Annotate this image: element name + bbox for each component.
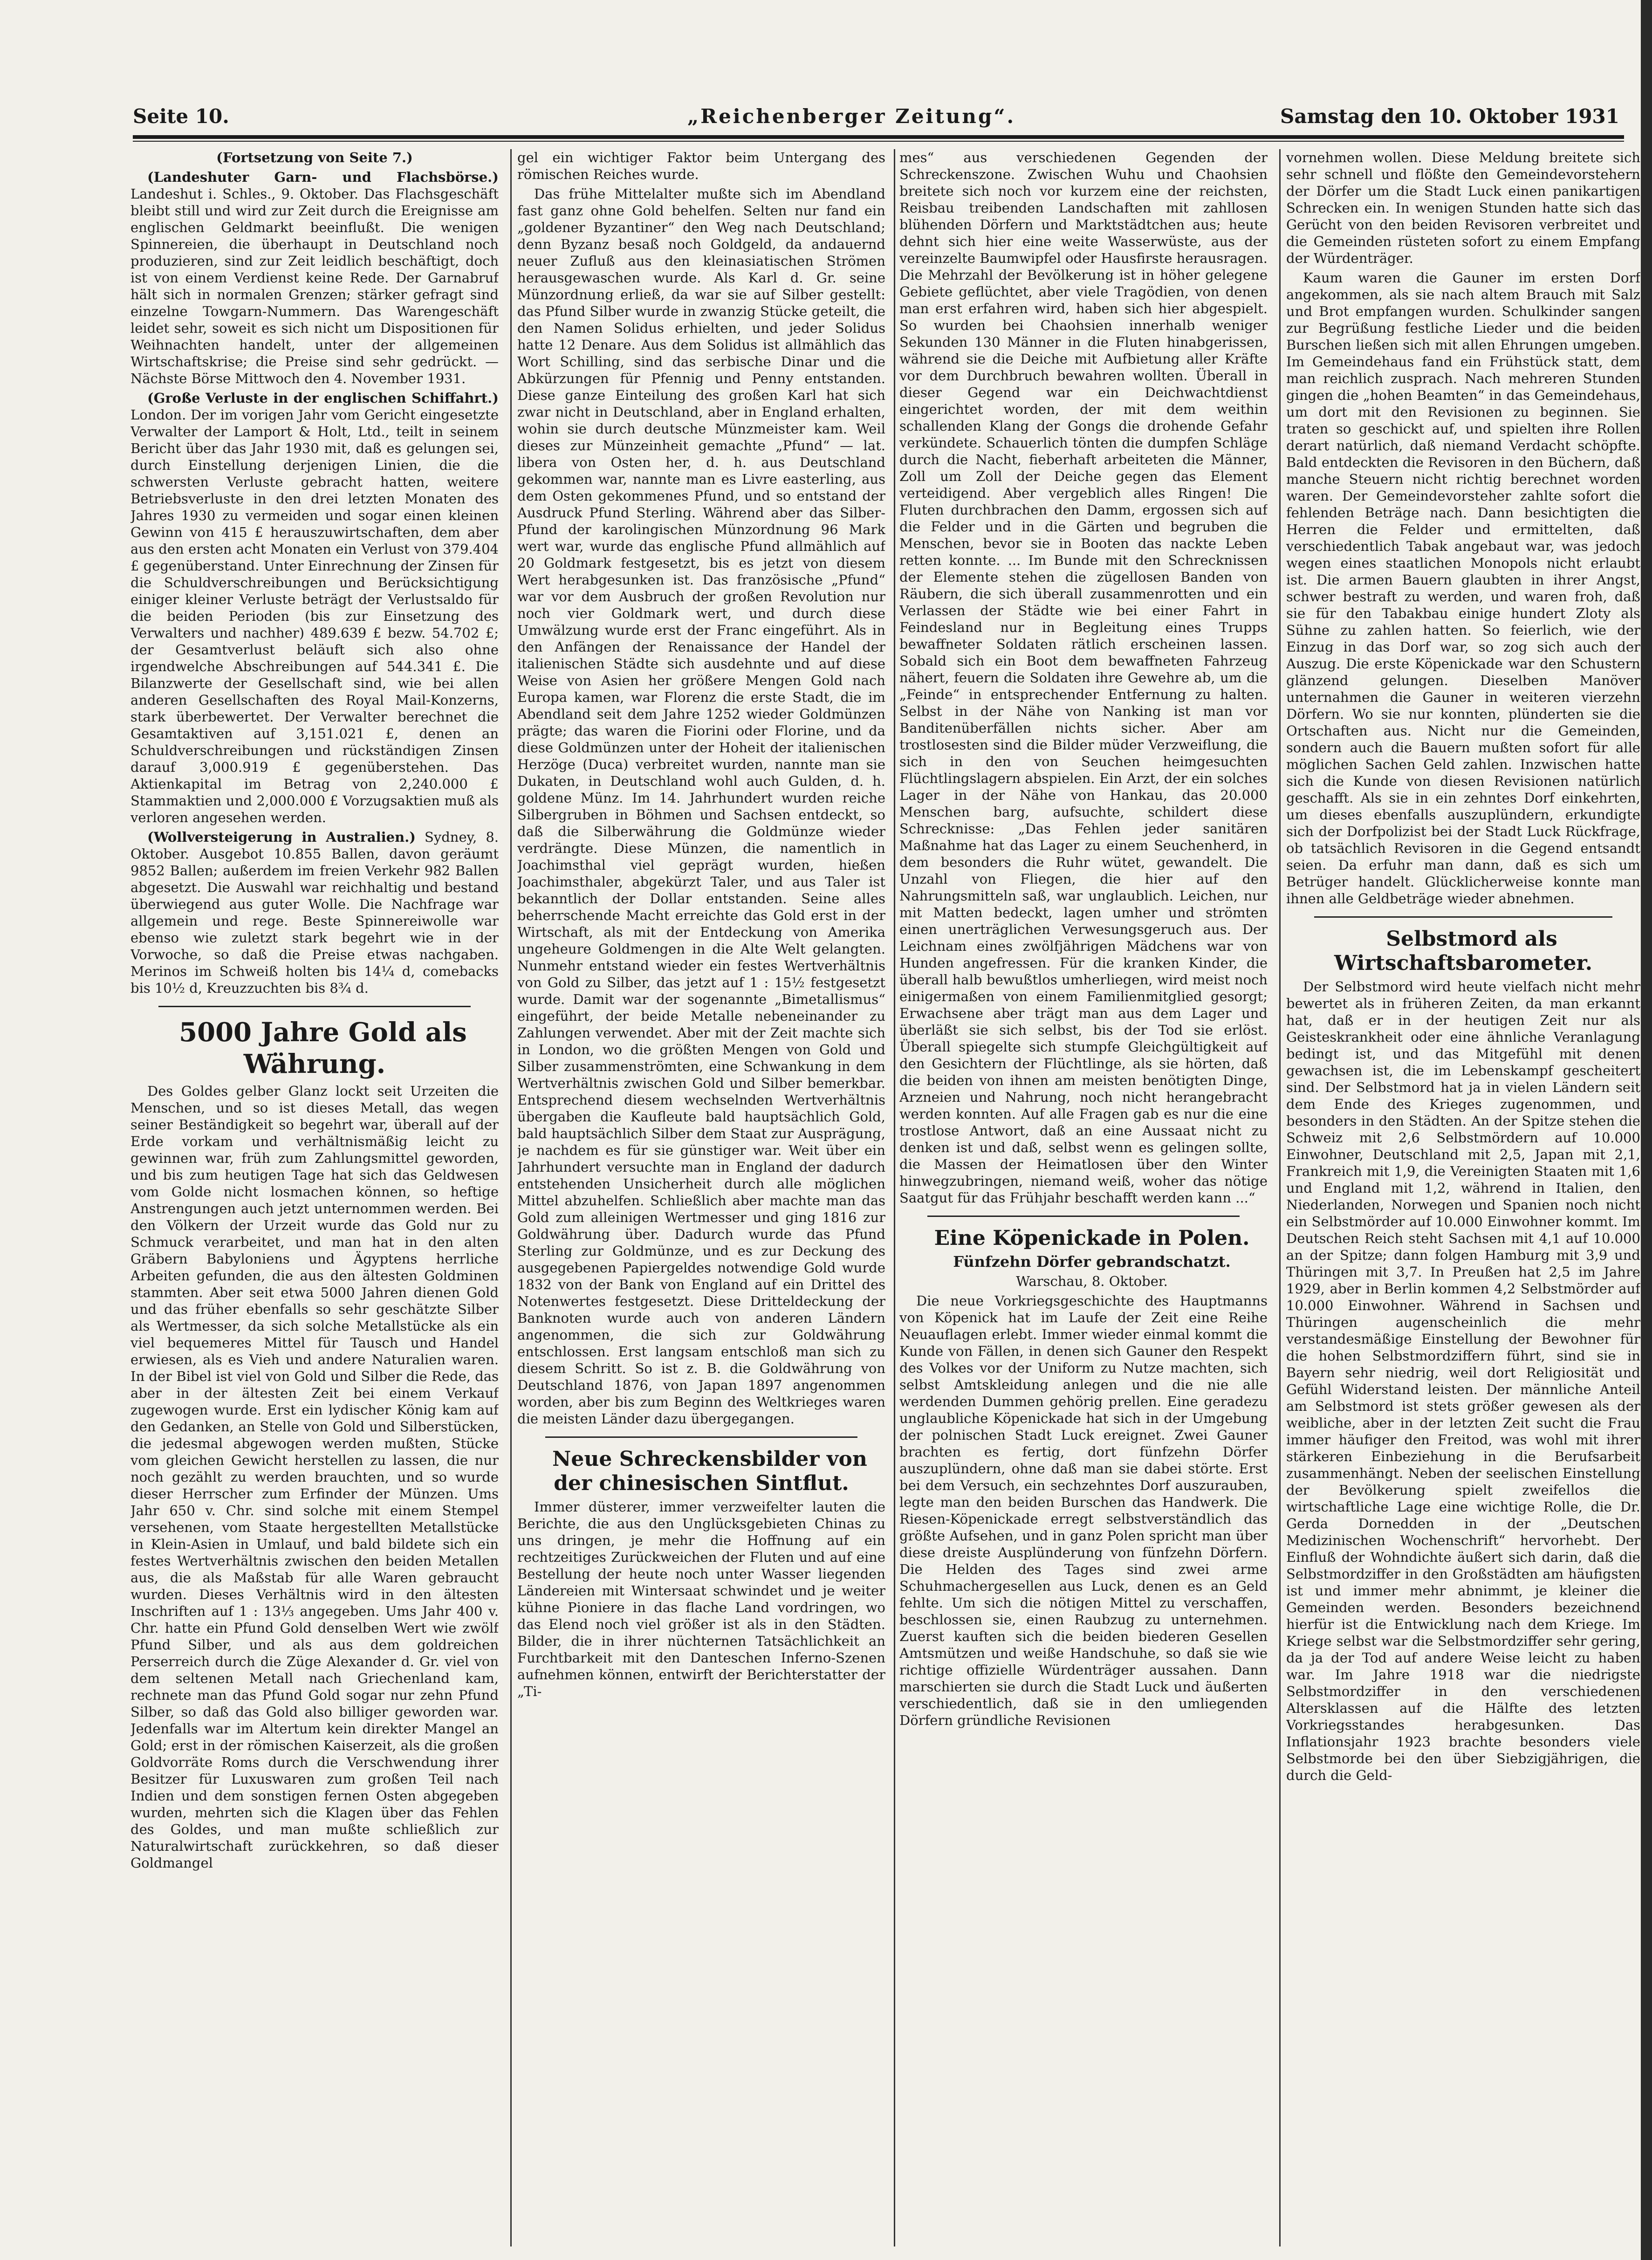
article-text-china-flood: Immer düsterer, immer verzweifelter lauten die Berichte, die aus den Unglücksgebieten Chinas zu uns dringen, je mehr die Hoffnung auf ein rechtzeitiges Zurückweichen der Fluten und auf eine Bestellung der heute noch unter Wasser liegenden Ländereien mit Wintersaat schwindet und je weiter kühne Pioniere in das flache Land vordringen, wo das Elend noch viel größer ist als in den Städten. Bilder, die in ihrer nüchternen Tatsächlichkeit an Furchtbarkeit mit den Danteschen Inferno-Szenen aufnehmen können, entwirft der Berichterstatter der „Ti- [517,1499,885,1699]
scan-edge [1641,0,1652,2260]
separator [158,1006,471,1007]
article-text-china-cont: mes“ aus verschiedenen Gegenden der Schreckenszone. Zwischen Wuhu und Chaohsien breitete sich noch vor kurzem eine der reichsten, Reisbau treibenden Landschaften mit zahllosen blühenden Dörfern und Marktstädtchen aus; heute dehnt sich hier eine weite Wasserwüste, aus der vereinzelte Baumwipfel oder Hausfirste herausragen. Die Mehrzahl der Bevölkerung ist in höher gelegene Gebiete geflüchtet, aber viele Tragödien, von denen man erst erfahren wird, haben sich hier abgespielt. So wurden bei Chaohsien innerhalb weniger Sekunden 130 Männer in die Fluten hinabgerissen, während sie die Deiche mit Aufbietung aller Kräfte vor dem Durchbruch bewahren wollten. Überall in dieser Gegend war ein Deichwachtdienst eingerichtet worden, der mit dem weithin schallenden Klang der Gongs die drohende Gefahr verkündete. Schauerlich tönten die dumpfen Schläge durch die Nacht, fieberhaft arbeiteten die Männer, Zoll um Zoll der Deiche gegen das Element verteidigend. Aber vergeblich alles Ringen! Die Fluten durchbrachen den Damm, ergossen sich auf die Felder und in die Gärten und begruben die Menschen, bevor sie in Booten das nackte Leben retten konnte. ... Im Bunde mit den Schrecknissen der Elemente stehen die zügellosen Banden von Räubern, die sich überall zusammenrotten und ein Verlassen der Städte wie bei einer Fahrt in Feindesland nur in Begleitung eines Trupps bewaffneter Soldaten rätlich erscheinen lassen. Sobald sich ein Boot dem bewaffneten Fahrzeug nähert, feuern die Soldaten ihre Gewehre ab, um die „Feinde“ in entsprechender Entfernung zu halten. Selbst in der Nähe von Nanking ist man vor Banditenüberfällen nichts sicher. Aber am trostlosesten sind die Bilder müder Verzweiflung, die sich in den von Seuchen heimgesuchten Flüchtlingslagern abspielen. Ein Arzt, der ein solches Lager in der Nähe von Hankau, das 20.000 Menschen barg, aufsuchte, schildert diese Schrecknisse: „Das Fehlen jeder sanitären Maßnahme hat das Lager zu einem Seuchenherd, in dem besonders die Ruhr wütet, gewandelt. Die Unzahl von Fliegen, die hier auf den Nahrungsmitteln saß, war unglaublich. Leichen, nur mit Matten bedeckt, lagen umher und strömten einen unerträglichen Verwesungsgeruch aus. Der Leichnam eines zwölfjährigen Mädchens war von Hunden angefressen. Für die kranken Kinder, die überall halb bewußtlos umherliegen, wird meist noch einigermaßen von einem Familienmitglied gesorgt; Erwachsene aber trägt man aus dem Lager und überläßt sie sich selbst, bis der Tod sie erlöst. Überall spiegelte sich stumpfe Gleichgültigkeit auf den Gesichtern der Flüchtlinge, als sie hörten, daß die beiden von ihnen am meisten benötigten Dinge, Arzneien und Nahrung, noch nicht herangebracht werden konnten. Auf alle Fragen gab es nur die eine trostlose Antwort, daß an eine Aussaat nicht zu denken ist und daß, selbst wenn es gelingen sollte, die Massen der Heimatlosen über den Winter hinwegzubringen, niemand weiß, woher das nötige Saatgut für das Frühjahr beschafft werden kann ...“ [899,150,1268,1206]
separator [1314,916,1612,918]
dateline-warsaw: Warschau, 8. Oktober. [1016,1273,1168,1289]
page-number: Seite 10. [133,105,229,128]
column-divider [1279,149,1281,2246]
article-title-wool: (Wollversteigerung in Australien.) [147,829,416,845]
page-header [133,105,1619,133]
article-text-shipping: London. Der im vorigen Jahr vom Gericht eingesetzte Verwalter der Lamport & Holt, Ltd., teilt in seinem Bericht über das Jahr 1930 mit, daß es gelungen sei, durch Einstellung derjenigen Linien, die die schwersten Verluste gebracht hatten, weitere Betriebsverluste in den drei letzten Monaten des Jahres 1930 zu vermeiden und sogar einen kleinen Gewinn von 415 £ herauszuwirtschaften, dem aber aus den ersten acht Monaten ein Verlust von 379.404 £ gegenüberstand. Unter Einrechnung der Zinsen für die Schuldverschreibungen und Berücksichtigung einiger kleiner Verluste beträgt der Verlustsaldo für die beiden Perioden (bis zur Einsetzung des Verwalters und nachher) 489.639 £ bezw. 54.702 £; der Gesamtverlust beläuft sich also ohne irgendwelche Abschreibungen auf 544.341 £. Die Bilanzwerte der Gesellschaft sind, wie bei allen anderen Gesellschaften des Royal Mail-Konzerns, stark überbewertet. Der Verwalter berechnet die Gesamtaktiven auf 3,151.021 £, denen an Schuldverschreibungen und rückständigen Zinsen darauf 3,000.919 £ gegenüberstehen. Das Aktienkapital im Betrag von 2,240.000 £ Stammaktien und 2,000.000 £ Vorzugsaktien muß als verloren angesehen werden. [130,407,499,825]
header-rule-thin [133,141,1624,142]
article-text-suicide: Der Selbstmord wird heute vielfach nicht mehr bewertet als in früheren Zeiten, da man erkannt hat, daß er in der heutigen Zeit nur als Geisteskrankheit oder eine ähnliche Veranlagung bedingt ist, und das Mitgefühl mit denen gewachsen ist, die im Lebenskampf gescheitert sind. Der Selbstmord hat ja in vielen Ländern seit dem Ende des Krieges zugenommen, und besonders in den Städten. An der Spitze stehen die Schweiz mit 2,6 Selbstmördern auf 10.000 Einwohner, Deutschland mit 2,5, Japan mit 2,1, Frankreich mit 1,9, die Vereinigten Staaten mit 1,6 und England mit 1,2, während in Italien, den Niederlanden, Norwegen und Spanien noch nicht ein Selbstmörder auf 10.000 Einwohner kommt. Im Deutschen Reich steht Sachsen mit 4,1 auf 10.000 an der Spitze; dann folgen Hamburg mit 3,9 und Thüringen mit 3,7. In Preußen hat 2,5 im Jahre 1929, aber in Berlin kommen 4,2 Selbstmörder auf 10.000 Einwohner. Während in Sachsen und Thüringen augenscheinlich die mehr verstandesmäßige Einstellung der Bewohner für die hohen Selbstmordziffern führt, sind sie in Bayern sehr niedrig, weil dort Religiosität und Gefühl Widerstand leisten. Der männliche Anteil am Selbstmord ist stets größer gewesen als der weibliche, aber in der letzten Zeit sucht die Frau immer häufiger den Freitod, was wohl mit ihrer stärkeren Einbeziehung in die Berufsarbeit zusammenhängt. Neben der seelischen Einstellung der Bevölkerung spielt zweifellos die wirtschaftliche Lage eine wichtige Rolle, die Dr. Gerda Dornedden in der „Deutschen Medizinischen Wochenschrift“ hervorhebt. Der Einfluß der Wohndichte äußert sich darin, daß die Selbstmordziffer in den Großstädten am häufigsten ist und immer mehr abnimmt, je kleiner die Gemeinden werden. Besonders bezeichnend hierfür ist die Entwicklung nach dem Kriege. Im Kriege selbst war die Selbstmordziffer sehr gering, da ja der Tod auf andere Weise leicht zu haben war. Im Jahre 1918 war die niedrigste Selbstmordziffer in den verschiedenen Altersklassen auf die Hälfte des letzten Vorkriegsstandes herabgesunken. Das Inflationsjahr 1923 brachte besonders viele Selbstmorde bei den über Siebzigjährigen, die durch die Geld- [1286,979,1640,1783]
article-text-wool: Sydney, 8. Oktober. Ausgebot 10.855 Ballen, davon geräumt 9852 Ballen; außerdem im freien Verkehr 982 Ballen abgesetzt. Die Auswahl war reichhaltig und bestand überwiegend aus guter Wolle. Die Nachfrage war allgemein und rege. Beste Spinnereiwolle war ebenso wie zuletzt stark begehrt wie in der Vorwoche, so daß die Preise etwas nachgaben. Merinos im Schweiß holten bis 14¼ d, comebacks bis 10½ d, Kreuzzuchten bis 8¾ d. [130,829,499,996]
column-1 [130,149,499,2256]
article-text-koepenickade-cont2: Kaum waren die Gauner im ersten Dorf angekommen, als sie nach altem Brauch mit Salz und Brot empfangen wurden. Schulkinder sangen zur Begrüßung festliche Lieder und die beiden Burschen ließen sich mit allen Ehrungen umgeben. Im Gemeindehaus fand ein Frühstück statt, dem man reichlich zusprach. Nach mehreren Stunden gingen die „hohen Beamten“ in das Gemeindehaus, um dort mit den Revisionen zu beginnen. Sie traten so geschickt auf, und spielten ihre Rollen derart natürlich, daß niemand Verdacht schöpfte. Bald entdeckten die Revisoren in den Büchern, daß manche Steuern nicht richtig berechnet worden waren. Der Gemeindevorsteher zahlte sofort die fehlenden Beträge nach. Dann besichtigten die Herren die Felder und ermittelten, daß verschiedentlich Tabak angebaut war, was jedoch wegen eines staatlichen Monopols nicht erlaubt ist. Die armen Bauern glaubten in ihrer Angst, schwer bestraft zu werden, und waren froh, daß sie für den Tabakbau einige hundert Zloty als Sühne zu zahlen hatten. So feierlich, wie der Einzug in das Dorf war, so zog sich auch der Auszug. Die erste Köpenickade war den Schustern glänzend gelungen. Dieselben Manöver unternahmen die Gauner in weiteren vierzehn Dörfern. Wo sie nur konnten, plünderten sie die Ortschaften aus. Nicht nur die Gemeinden, sondern auch die Bauern mußten sofort für alle möglichen Sachen Geld zahlen. Inzwischen hatte sich die Kunde von diesen Revisionen natürlich geschafft. Als sie in ein zehntes Dorf einkehrten, um dieses ebenfalls auszuplündern, erkundigte sich der Dorfpolizist bei der Stadt Luck Rückfrage, ob tatsächlich Revisoren in die Gegend entsandt seien. Da erfuhr man dann, daß es sich um Betrüger handelt. Glücklicherweise konnte man ihnen alle Geldbeträge wieder abnehmen. [1286,270,1640,907]
newspaper-title: „Reichenberger Zeitung“. [687,105,1016,128]
continued-note: (Fortsetzung von Seite 7.) [216,150,413,165]
separator [927,1216,1240,1217]
headline-china-flood: Neue Schreckensbilder von der chinesischen Sintflut. [552,1447,867,1495]
article-text-gold-cont2: Das frühe Mittelalter mußte sich im Abendland fast ganz ohne Gold behelfen. Selten nur fand ein „goldener Byzantiner“ den Weg nach Deutschland; denn Byzanz besaß noch Goldgeld, da andauernd neuer Zufluß aus den kleinasiatischen Strömen herausgewaschen wurde. Als Karl d. Gr. seine Münzordnung erließ, da war sie auf Silber gestellt: das Pfund Silber wurde in zwanzig Stücke geteilt, die den Namen Solidus erhielten, und jeder Solidus hatte 12 Denare. Aus dem Solidus ist allmählich das Wort Schilling, sind das serbische Dinar und die Abkürzungen für Pfennig und Penny entstanden. Diese ganze Einteilung des großen Karl hat sich zwar nicht in Deutschland, aber in England erhalten, wohin sie durch deutsche Münzmeister kam. Weil dieses zur Münzeinheit gemachte „Pfund“ — lat. libera von Osten her, d. h. aus Deutschland gekommen war, nannte man es Livre easterling, aus dem Osten gekommenes Pfund, und so entstand der Ausdruck Pfund Sterling. Während aber das Silber-Pfund der karolingischen Münzordnung 96 Mark wert war, wurde das englische Pfund allmählich auf 20 Goldmark festgesetzt, bis es jetzt von diesem Wert herabgesunken ist. Das französische „Pfund“ war vor dem Ausbruch der großen Revolution nur noch vier Goldmark wert, und durch diese Umwälzung wurde erst der Franc eingeführt. Als in den Anfängen der Renaissance der Handel der italienischen Städte sich ausdehnte und auf diese Weise von Asien her größere Mengen Gold nach Europa kamen, war Florenz die erste Stadt, die im Abendland seit dem Jahre 1252 wieder Goldmünzen prägte; das waren die Fiorini oder Florine, und da diese Goldmünzen unter der Hoheit der italienischen Herzöge (Duca) verbreitet wurden, nannte man sie Dukaten, in Deutschland wohl auch Gulden, d. h. goldene Münz. Im 14. Jahrhundert wurden reiche Silbergruben in Böhmen und Sachsen entdeckt, so daß die Silberwährung die Goldmünze wieder verdrängte. Diese Münzen, die namentlich in Joachimsthal viel geprägt wurden, hießen Joachimsthaler, abgekürzt Taler, und aus Taler ist bekanntlich der Dollar entstanden. Seine alles beherrschende Macht erreichte das Gold erst in der Wirtschaft, als mit der Entdeckung von Amerika ungeheure Goldmengen in die Alte Welt gelangten. Nunmehr entstand wieder ein festes Wertverhältnis von Gold zu Silber, das jetzt auf 1 : 15½ festgesetzt wurde. Damit war der sogenannte „Bimetallismus“ eingeführt, der beide Metalle nebeneinander zu Zahlungen verwendet. Aber mit der Zeit machte sich in London, wo die größten Mengen von Gold und Silber zusammenströmten, eine Schwankung in dem Wertverhältnis zwischen Gold und Silber bemerkbar. Entsprechend diesem wechselnden Wertverhältnis übergaben die Kaufleute bald hauptsächlich Gold, bald hauptsächlich Silber dem Staat zur Ausprägung, je nachdem es für sie günstiger war. Weit über ein Jahrhundert versuchte man in England der dadurch entstehenden Unsicherheit durch alle möglichen Mittel abzuhelfen. Schließlich aber machte man das Gold zum alleinigen Wertmesser und ging 1816 zur Goldwährung über. Dadurch wurde das Pfund Sterling zur Goldmünze, und es zur Deckung des ausgegebenen Papiergeldes notwendige Gold wurde 1832 von der Bank von England auf ein Drittel des Notenwertes festgesetzt. Diese Dritteldeckung der Banknoten wurde auch von anderen Ländern angenommen, die sich zur Goldwährung entschlossen. Erst langsam entschloß man sich zu diesem Schritt. So ist z. B. die Goldwährung von Deutschland 1876, von Japan 1897 angenommen worden, aber bis zum Beginn des Weltkrieges waren die meisten Länder dazu übergegangen. [517,186,885,1427]
column-divider [510,149,512,2246]
article-text-gold: Des Goldes gelber Glanz lockt seit Urzeiten die Menschen, und so ist dieses Metall, das wegen seiner Beständigkeit so begehrt war, überall auf der Erde vorkam und verhältnismäßig leicht zu gewinnen war, früh zum Zahlungsmittel geworden, und bis zum heutigen Tage hat sich das Geldwesen vom Golde nicht losmachen können, so heftige Anstrengungen auch jetzt unternommen werden. Bei den Völkern der Urzeit wurde das Gold nur zu Schmuck verarbeitet, und man hat in den alten Gräbern Babyloniens und Ägyptens herrliche Arbeiten gefunden, die aus den ältesten Goldminen stammten. Aber seit etwa 5000 Jahren dienen Gold und das früher ebenfalls so sehr geschätzte Silber als Wertmesser, da sich solche Metallstücke als ein viel bequemeres Mittel für Tausch und Handel erwiesen, als es Vieh und andere Naturalien waren. In der Bibel ist viel von Gold und Silber die Rede, das aber in der ältesten Zeit bei einem Verkauf zugewogen wurde. Erst ein lydischer König kam auf den Gedanken, an Stelle von Gold und Silberstücken, die jedesmal abgewogen werden mußten, Stücke vom gleichen Gewicht herstellen zu lassen, die nur noch gezählt zu werden brauchten, und so wurde dieser Herrscher zum Erfinder der Münzen. Ums Jahr 650 v. Chr. sind solche mit einem Stempel versehenen, vom Staate hergestellten Metallstücke in Klein-Asien in Umlauf, und bald bildete sich ein festes Wertverhältnis zwischen den beiden Metallen aus, die als Maßstab für alle Waren gebraucht wurden. Dieses Verhältnis wird in den ältesten Inschriften auf 1 : 13⅓ angegeben. Ums Jahr 400 v. Chr. hatte ein Pfund Gold denselben Wert wie zwölf Pfund Silber, und als aus dem goldreichen Perserreich durch die Züge Alexander d. Gr. viel von dem seltenen Metall nach Griechenland kam, rechnete man das Pfund Gold sogar nur zehn Pfund Silber, so daß das Gold also billiger geworden war. Jedenfalls war im Altertum kein direkter Mangel an Gold; erst in der römischen Kaiserzeit, als die großen Goldvorräte Roms durch die Verschwendung ihrer Besitzer für Luxuswaren zum großen Teil nach Indien und dem sonstigen fernen Osten abgegeben wurden, mehrten sich die Klagen über das Fehlen des Goldes, und man mußte schließlich zur Naturalwirtschaft zurückkehren, so daß dieser Goldmangel [130,1083,499,1871]
headline-koepenickade: Eine Köpenickade in Polen. [934,1226,1250,1250]
headline-suicide: Selbstmord als Wirtschaftsbarometer. [1334,927,1593,975]
article-text-koepenickade: Die neue Vorkriegsgeschichte des Hauptmanns von Köpenick hat im Laufe der Zeit eine Reihe Neuauflagen erlebt. Immer wieder einmal kommt die Kunde von Fällen, in denen sich Gauner den Respekt des Volkes vor der Uniform zu Nutze machten, sich selbst Amtskleidung anlegen und die nie alle werdenden Dummen gehörig prellen. Eine geradezu unglaubliche Köpenickade hat sich in der Umgebung der polnischen Stadt Luck ereignet. Zwei Gauner brachten es fertig, dort fünfzehn Dörfer auszuplündern, ohne daß man sie dabei störte. Erst bei dem Versuch, ein sechzehntes Dorf auszurauben, legte man den beiden Burschen das Handwerk. Die Riesen-Köpenickade erregt selbstverständlich das größte Aufsehen, und in ganz Polen spricht man über diese dreiste Ausplünderung von fünfzehn Dörfern. Die Helden des Tages sind zwei arme Schuhmachergesellen aus Luck, denen es an Geld fehlte. Um sich die nötigen Mittel zu verschaffen, beschlossen sie, einen Raubzug zu unternehmen. Zuerst kauften sich die beiden biederen Gesellen Amtsmützen und weiße Handschuhe, so daß sie wie richtige offizielle Würdenträger aussahen. Dann marschierten sie durch die Stadt Luck und äußerten verschiedentlich, daß sie in den umliegenden Dörfern gründliche Revisionen [899,1293,1268,1728]
headline-gold: 5000 Jahre Gold als Währung. [179,1017,467,1079]
column-2 [517,149,885,2256]
article-text-gold-cont: gel ein wichtiger Faktor beim Untergang des römischen Reiches wurde. [517,150,885,182]
column-divider [894,149,895,2246]
column-4 [1286,149,1640,2256]
subheadline-koepenickade: Fünfzehn Dörfer gebrandschatzt. [953,1253,1231,1271]
separator [545,1436,857,1438]
issue-date: Samstag den 10. Oktober 1931 [1280,105,1619,128]
article-title-shipping: (Große Verluste in der englischen Schiffahrt.) [147,390,499,406]
article-text-koepenickade-cont: vornehmen wollen. Diese Meldung breitete sich sehr schnell und flößte den Gemeindevorstehern der Dörfer um die Stadt Luck einen panikartigen Schrecken ein. In wenigen Stunden hatte sich das Gerücht von den beiden Revisoren verbreitet und die Gemeinden rüsteten sofort zu einem Empfang der Würdenträger. [1286,150,1640,266]
article-text-flax: Landeshut i. Schles., 9. Oktober. Das Flachsgeschäft bleibt still und wird zur Zeit durch die Ereignisse am englischen Geldmarkt beeinflußt. Die wenigen Spinnereien, die überhaupt in Deutschland noch produzieren, sind zur Zeit leidlich beschäftigt, doch ist von einem Verdienst keine Rede. Der Garnabruf hält sich in normalen Grenzen; stärker gefragt sind einzelne Towgarn-Nummern. Das Warengeschäft leidet sehr, soweit es sich nicht um Dispositionen für Weihnachten handelt, unter der allgemeinen Wirtschaftskrise; die Preise sind sehr gedrückt. — Nächste Börse Mittwoch den 4. November 1931. [130,186,499,386]
column-3 [899,149,1268,2256]
article-title-flax: (Landeshuter Garn- und Flachsbörse.) [147,169,499,185]
header-rule [133,135,1624,139]
